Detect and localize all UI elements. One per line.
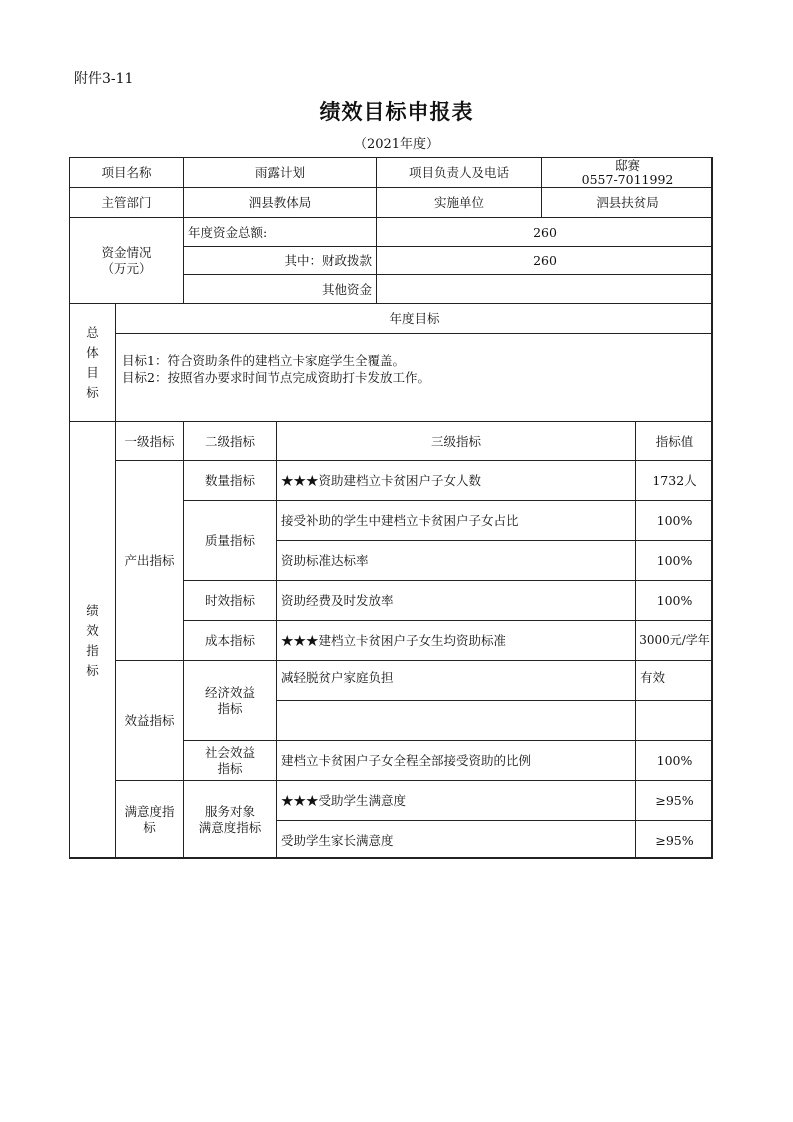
- overall-char: 标: [86, 384, 99, 400]
- economic-value: 有效: [635, 660, 713, 700]
- funds-total-label: 年度资金总额:: [183, 217, 376, 246]
- output-label: 产出指标: [115, 460, 183, 660]
- economic-label: [183, 660, 276, 740]
- funds-label-line2: （万元）: [101, 260, 152, 276]
- header-value: 指标值: [635, 421, 713, 460]
- impl-label: 实施单位: [376, 187, 541, 217]
- economic-item-empty: [276, 700, 635, 740]
- social-label: [183, 740, 276, 780]
- page-title: 绩效目标申报表: [319, 99, 474, 124]
- indicator-char: 效: [86, 622, 99, 638]
- social-label-line2: 指标: [217, 760, 243, 776]
- leader-label: 项目负责人及电话: [376, 157, 541, 187]
- social-label-line1: 社会效益: [204, 744, 255, 760]
- impl-value: 泗县扶贫局: [541, 187, 713, 217]
- timeliness-label: 时效指标: [183, 580, 276, 620]
- goal-item: 目标2：按照省办要求时间节点完成资助打卡发放工作。: [122, 370, 430, 385]
- header-level1: 一级指标: [115, 421, 183, 460]
- quality-item: 接受补助的学生中建档立卡贫困户子女占比: [276, 500, 635, 540]
- quality-item: 资助标准达标率: [276, 540, 635, 580]
- funds-fiscal-value: 260: [376, 246, 713, 274]
- overall-goal-label: [69, 303, 115, 421]
- goal-item: 目标1：符合资助条件的建档立卡家庭学生全覆盖。: [122, 353, 405, 368]
- satisfaction-value: ≥95%: [635, 820, 713, 859]
- leader-name: 邸赛: [614, 157, 640, 173]
- quantity-item: ★★★资助建档立卡贫困户子女人数: [276, 460, 635, 500]
- cost-value: 3000元/学年: [635, 620, 713, 660]
- satisfaction-sub-label: [183, 780, 276, 859]
- dept-label: 主管部门: [69, 187, 183, 217]
- funds-fiscal-label: 其中：财政拨款: [183, 246, 376, 274]
- cost-label: 成本指标: [183, 620, 276, 660]
- satisfaction-sub-line1: 服务对象: [204, 804, 255, 819]
- economic-label-line2: 指标: [217, 700, 243, 716]
- overall-char: 目: [86, 364, 99, 380]
- timeliness-value: 100%: [635, 580, 713, 620]
- quantity-value: 1732人: [635, 460, 713, 500]
- indicator-char: 标: [86, 662, 99, 678]
- funds-other-label: 其他资金: [183, 274, 376, 303]
- quality-value: 100%: [635, 500, 713, 540]
- indicators-label: [69, 421, 115, 859]
- economic-value-empty: [635, 700, 713, 740]
- project-name-value: 雨露计划: [183, 157, 376, 187]
- economic-label-line1: 经济效益: [204, 684, 255, 700]
- overall-char: 体: [86, 344, 99, 360]
- funds-other-value: [376, 274, 713, 303]
- timeliness-item: 资助经费及时发放率: [276, 580, 635, 620]
- performance-goal-table: [69, 157, 713, 859]
- header-level3: 三级指标: [276, 421, 635, 460]
- report-year: （2021年度）: [353, 137, 440, 152]
- satisfaction-label-line1: 满意度指: [124, 804, 175, 819]
- benefit-label: 效益指标: [115, 660, 183, 780]
- satisfaction-sub-line2: 满意度指标: [198, 820, 262, 835]
- quality-value: 100%: [635, 540, 713, 580]
- indicator-char: 指: [86, 642, 99, 658]
- overall-char: 总: [86, 324, 99, 340]
- annual-goal-label: 年度目标: [115, 303, 713, 333]
- funds-total-value: 260: [376, 217, 713, 246]
- indicator-char: 绩: [86, 602, 99, 618]
- economic-item: 减轻脱贫户家庭负担: [276, 660, 635, 700]
- leader-phone: 0557-7011992: [581, 171, 674, 187]
- quantity-label: 数量指标: [183, 460, 276, 500]
- social-value: 100%: [635, 740, 713, 780]
- annual-goals: [115, 333, 713, 421]
- leader-contact: [541, 157, 713, 187]
- cost-item: ★★★建档立卡贫困户子女生均资助标准: [276, 620, 635, 660]
- social-item: 建档立卡贫困户子女全程全部接受资助的比例: [276, 740, 635, 780]
- quality-label: 质量指标: [183, 500, 276, 580]
- funds-label-line1: 资金情况: [101, 244, 152, 260]
- satisfaction-item: 受助学生家长满意度: [276, 820, 635, 859]
- dept-value: 泗县教体局: [183, 187, 376, 217]
- satisfaction-value: ≥95%: [635, 780, 713, 820]
- funds-label: [69, 217, 183, 303]
- project-name-label: 项目名称: [69, 157, 183, 187]
- header-level2: 二级指标: [183, 421, 276, 460]
- attachment-label: 附件3-11: [74, 71, 134, 87]
- satisfaction-label: [115, 780, 183, 859]
- satisfaction-item: ★★★受助学生满意度: [276, 780, 635, 820]
- satisfaction-label-line2: 标: [143, 820, 156, 835]
